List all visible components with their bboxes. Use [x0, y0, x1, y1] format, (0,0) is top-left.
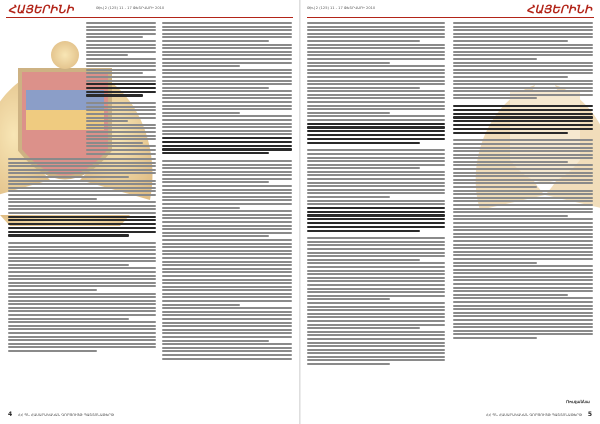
- issue-line-right: Թիվ 2 (125) 11 - 17 ՓԵՏՐՎԱՐԻ 2010: [307, 6, 376, 10]
- column-left-2: [162, 22, 292, 361]
- masthead-right: ՀԱՅԵՐԻՆԻ: [526, 4, 592, 16]
- footer-text-left: ՀՀ ՊՆ ՀԱՍԱՐԱԿԱԿԱՆ ԳՈՐԾՈՒՅԹ ՊԱՇՏՈՆԱԹԵՐԹ: [18, 413, 114, 417]
- page-number-right: 5: [587, 411, 592, 418]
- top-rule-left: [6, 17, 293, 18]
- masthead-left: ՀԱՅԵՐԻՆԻ: [8, 4, 74, 16]
- article-signature: Ռուզաննա: [566, 399, 590, 404]
- column-left-1-bottom: [8, 158, 156, 354]
- page-number-left: 4: [8, 411, 13, 418]
- footer-text-right: ՀՀ ՊՆ ՀԱՍԱՐԱԿԱԿԱՆ ԳՈՐԾՈՒՅԹ ՊԱՇՏՈՆԱԹԵՐԹ: [486, 413, 582, 417]
- footer-right: [309, 411, 592, 420]
- top-rule-right: [307, 17, 594, 18]
- column-left-1-top: [86, 22, 156, 156]
- column-right-1: [307, 22, 445, 367]
- column-right-2: [453, 22, 593, 341]
- left-page: [0, 0, 299, 424]
- footer-left: [8, 411, 291, 420]
- issue-line-left: Թիվ 2 (125) 11 - 17 ՓԵՏՐՎԱՐԻ 2010: [96, 6, 165, 10]
- right-page: [301, 0, 600, 424]
